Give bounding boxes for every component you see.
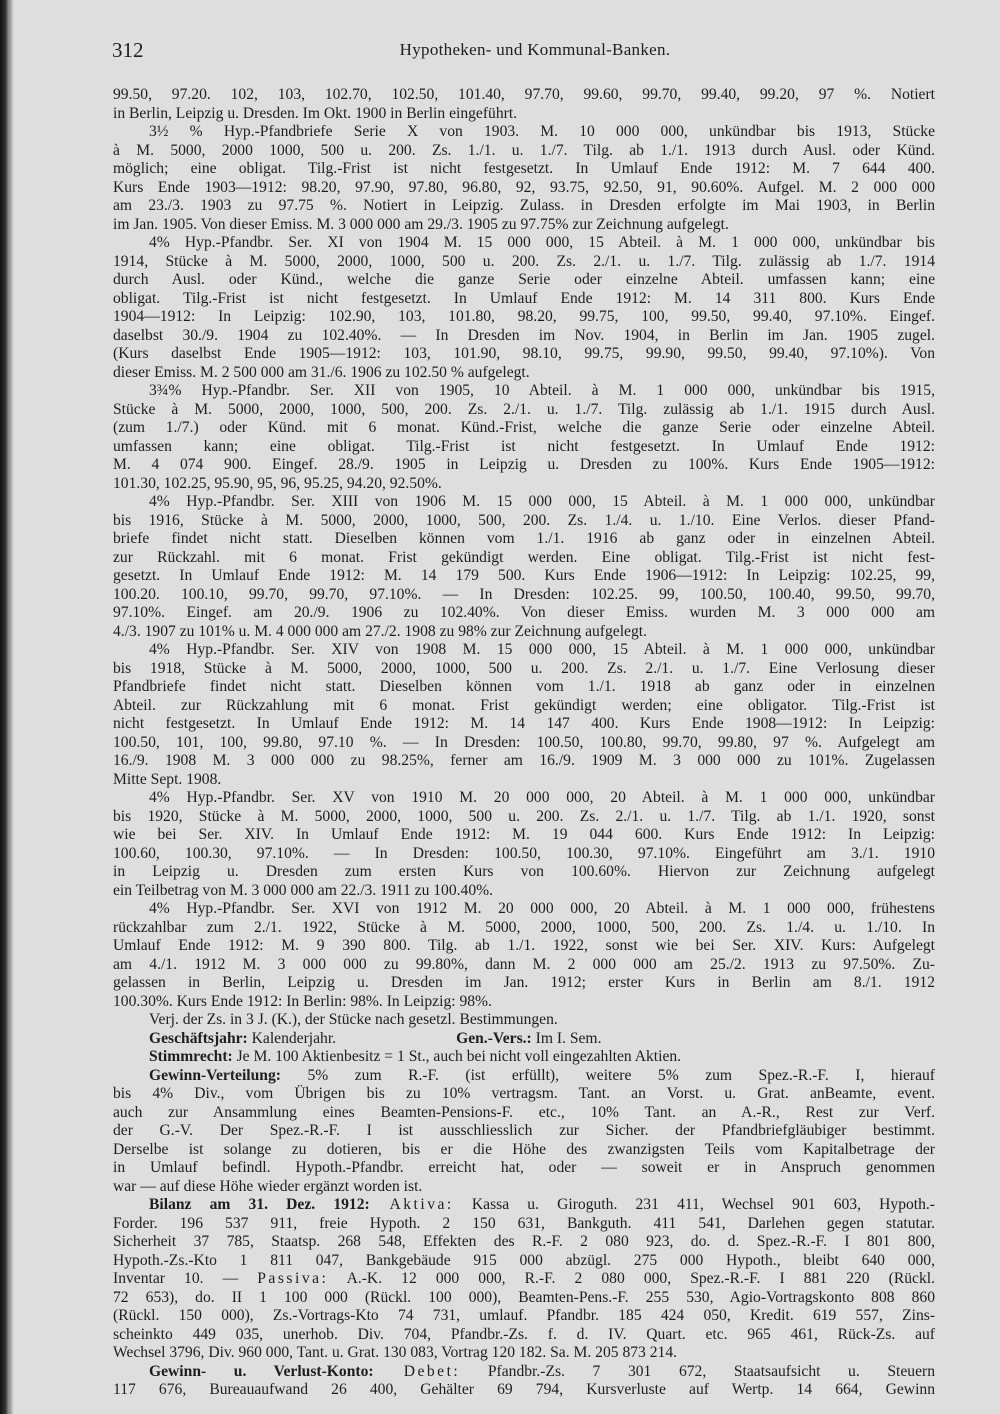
section-heading: Bilanz am 31. Dez. 1912: [149,1196,370,1213]
text-line: in Leipzig u. Dresden zum ersten Kurs von 100.60%. Hiervon zur Zeichnung aufgelegt [113,863,935,880]
text-line [113,1030,935,1049]
text-line: möglich; eine obligat. Tilg.-Frist ist nicht festgesetzt. In Umlauf Ende 1912: M. 7 644 400. [113,160,935,177]
text-line: Umlauf Ende 1912: M. 9 390 800. Tilg. ab 1./1. 1922, sonst wie bei Ser. XIV. Kurs: Aufgelegt [113,937,935,954]
text-line: zur Rückzahl. mit 6 monat. Frist gekündigt werden. Eine obligat. Tilg.-Frist ist nicht fest- [113,548,935,566]
text-line: bis 4% Div., vom Übrigen bis zu 10% vertragsm. Tant. an Vorst. u. Grat. anBeamte, event. [113,1085,935,1102]
text-line: Forder. 196 537 911, freie Hypoth. 2 150 631, Bankguth. 411 541, Darlehen gegen statutar. [113,1214,935,1232]
text-line: rückzahlbar zum 2./1. 1922, Stücke à M. 5000, 2000, 1000, 500, 200. Zs. 1./4. u. 1./10. In [113,918,935,936]
text-line: Pfandbriefe findet nicht statt. Dieselben können vom 1./1. 1918 ab ganz oder in einzelnen [113,678,935,695]
text-line [113,1363,935,1382]
text-line [113,1067,935,1086]
text-line: in Berlin, Leipzig u. Dresden. Im Okt. 1900 in Berlin eingeführt. [113,104,518,122]
para-serie-xiii [113,493,935,641]
text-line: Verj. der Zs. in 3 J. (K.), der Stücke nach gesetzl. Bestimmungen. [149,1011,558,1028]
text-line: (zum 1./7.) oder Künd. mit 6 monat. Künd.-Frist, welche die ganze Serie oder einzelne Abteil. [113,419,935,436]
text-line: 100.30%. Kurs Ende 1912: In Berlin: 98%. In Leipzig: 98%. [113,992,492,1010]
text-line: ein Teilbetrag von M. 3 000 000 am 22./3. 1911 zu 100.40%. [113,881,494,899]
running-title: Hypotheken- und Kommunal-Banken. [399,40,671,59]
text-run: Inventar 10. — [113,1270,258,1287]
para-bilanz [113,1196,935,1363]
para-gewinn-verlust [113,1363,935,1400]
para-serie-xvi [113,900,935,1011]
text-line: Mitte Sept. 1908. [113,770,222,788]
text-line: bis 1916, Stücke à M. 5000, 2000, 1000, 500, 200. Zs. 1./4. u. 1./10. Eine Verlos. dieser Pfand- [113,511,935,529]
text-line: obligat. Tilg.-Frist ist nicht festgesetzt. In Umlauf Ende 1912: M. 14 311 800. Kurs Ende [113,289,935,307]
text-line: der G.-V. Der Spez.-R.-F. I ist ausschliesslich zur Sicher. der Pfandbriefgläubiger bestimmt. [113,1122,935,1139]
text-line: in Umlauf befindl. Hypoth.-Pfandbr. erreicht hat, oder — soweit er in Anspruch genommen [113,1159,935,1176]
text-line: Sicherheit 37 785, Staatsp. 268 548, Effekten des R.-F. 2 080 923, do. d. Spez.-R.-F. I 801 800, [113,1233,935,1250]
text-line: 101.30, 102.25, 95.90, 95, 96, 95.25, 94.20, 92.50%. [113,474,442,492]
text-line: bis 1918, Stücke à M. 5000, 2000, 1000, 500 u. 200. Zs. 2./1. u. 1./7. Eine Verlosung dieser [113,659,935,677]
text-line: 1914, Stücke à M. 5000, 2000, 1000, 500 u. 200. Zs. 2./1. u. 1./7. Tilg. zulässig ab 1./7. 1914 [113,252,935,270]
para-verjaehrung [113,1011,935,1030]
page-number: 312 [112,38,144,62]
text-run: Kalenderjahr. [247,1029,337,1047]
text-run: Im I. Sem. [531,1029,602,1047]
text-line: 4% Hyp.-Pfandbr. Ser. XVI von 1912 M. 20 000 000, 20 Abteil. à M. 1 000 000, frühestens [149,900,935,917]
section-heading: Stimmrecht: [149,1048,233,1065]
text-line: war — auf diese Höhe wieder ergänzt worden ist. [113,1177,423,1195]
para-geschaeftsjahr [113,1030,935,1049]
text-line: 3½ % Hyp.-Pfandbriefe Serie X von 1903. M. 10 000 000, unkündbar bis 1913, Stücke [149,123,935,140]
para-serie-xi [113,234,935,382]
para-kurs-cont [113,86,935,123]
text-run: Kassa u. Giroguth. 231 411, Wechsel 901 603, Hypoth.- [453,1196,936,1213]
text-line: Stücke à M. 5000, 2000, 1000, 500, 200. Zs. 2./1. u. 1./7. Tilg. zulässig ab 1./1. 1915 durch Ausl. [113,400,935,418]
text-line: 117 676, Bureauaufwand 26 400, Gehälter 69 794, Kursverluste auf Wertp. 14 664, Gewinn [113,1381,935,1398]
section-heading: Geschäftsjahr: [149,1029,248,1047]
text-line: 4% Hyp.-Pfandbr. Ser. XIII von 1906 M. 15 000 000, 15 Abteil. à M. 1 000 000, unkündbar [149,493,935,510]
para-serie-xii [113,382,935,493]
text-line: dieser Emiss. M. 2 500 000 am 31./6. 1906 zu 102.50 % aufgelegt. [113,363,530,381]
scan-edge [0,0,9,1414]
text-line [113,1196,935,1215]
text-line: gesetzt. In Umlauf Ende 1912: M. 14 179 500. Kurs Ende 1906—1912: In Leipzig: 102.25, 99, [113,567,935,584]
text-line: daselbst 30./9. 1904 zu 102.40%. — In Dresden im Nov. 1904, in Berlin im Jan. 1905 zugel. [113,326,935,344]
text-line: 16./9. 1908 M. 3 000 000 zu 98.25%, ferner am 16./9. 1909 M. 3 000 000 zu 101%. Zugelassen [113,752,935,769]
text-line: wie bei Ser. XIV. In Umlauf Ende 1912: M. 19 044 600. Kurs Ende 1912: In Leipzig: [113,826,935,843]
text-line: 97.10%. Eingef. am 20./9. 1906 zu 102.40%. Von dieser Emiss. wurden M. 3 000 000 am [113,604,935,621]
text-line: nicht festgesetzt. In Umlauf Ende 1912: M. 14 147 400. Kurs Ende 1908—1912: In Leipzig: [113,715,935,732]
text-line: scheinkto 449 035, unerhob. Div. 704, Pfandbr.-Zs. f. d. IV. Quart. etc. 965 461, Rück-Zs. auf [113,1325,935,1343]
text-line: 99.50, 97.20. 102, 103, 102.70, 102.50, 101.40, 97.70, 99.60, 99.70, 99.40, 99.20, 97 %. Notiert [113,86,935,103]
text-line: 72 653), do. II 1 100 000 (Rückl. 100 000), Beamten-Pens.-F. 255 530, Agio-Vortragskonto 808 860 [113,1288,935,1306]
text-line: Abteil. zur Rückzahlung mit 6 monat. Frist gekündigt werden; eine obligator. Tilg.-Frist ist [113,696,935,714]
text-run: Pfandbr.-Zs. 7 301 672, Staatsaufsicht u. Steuern [460,1362,935,1380]
text-line: 4% Hyp.-Pfandbr. Ser. XIV von 1908 M. 15 000 000, 15 Abteil. à M. 1 000 000, unkündbar [149,641,935,658]
text-line: am 4./1. 1912 M. 3 000 000 zu 99.80%, dann M. 2 000 000 am 25./2. 1913 zu 97.50%. Zu- [113,955,935,973]
para-serie-x [113,123,935,234]
text-line [113,1048,935,1067]
text-line: Hypoth.-Zs.-Kto 1 811 047, Bankgebäude 915 000 abzügl. 275 000 Hypoth., bleibt 640 000, [113,1251,935,1269]
spaced-label: Debet: [373,1362,461,1380]
text-line: 3¾% Hyp.-Pfandbr. Ser. XII von 1905, 10 Abteil. à M. 1 000 000, unkündbar bis 1915, [149,382,935,399]
text-line: 4% Hyp.-Pfandbr. Ser. XI von 1904 M. 15 000 000, 15 Abteil. à M. 1 000 000, unkündbar bis [149,234,935,251]
text-line: 100.60, 100.30, 97.10%. — In Dresden: 100.50, 100.30, 97.10%. Eingeführt am 3./1. 1910 [113,844,935,862]
text-line: gelassen in Berlin, Leipzig u. Dresden im Jan. 1912; erster Kurs in Berlin am 8./1. 1912 [113,974,935,991]
text-line: umfassen kann; eine obligat. Tilg.-Frist ist nicht festgesetzt. In Umlauf Ende 1912: [113,437,935,455]
text-run: Je M. 100 Aktienbesitz = 1 St., auch bei nicht voll eingezahlten Aktien. [232,1048,682,1065]
text-line: auch zur Ansammlung eines Beamten-Pensions-F. etc., 10% Tant. an A.-R., Rest zur Verf. [113,1103,935,1121]
section-heading: Gewinn-Verteilung: [149,1066,281,1084]
text-line: 4./3. 1907 zu 101% u. M. 4 000 000 am 27./2. 1908 zu 98% zur Zeichnung aufgelegt. [113,622,647,640]
text-line: M. 4 074 900. Eingef. 28./9. 1905 in Leipzig u. Dresden zu 100%. Kurs Ende 1905—1912: [113,456,935,473]
text-line: 100.20. 100.10, 99.70, 99.70, 97.10%. — In Dresden: 102.25. 99, 100.50, 100.40, 99.50, 99.70, [113,585,935,603]
text-line: im Jan. 1905. Von dieser Emiss. M. 3 000 000 am 29./3. 1905 zu 97.75% zur Zeichnung aufgelegt. [113,215,729,233]
scan-edge-shadow [9,0,14,1414]
text-line: durch Ausl. oder Künd., welche die ganze Serie oder einzelne Abteil. umfassen kann; eine [113,271,935,288]
text-line: am 23./3. 1903 zu 97.75 %. Notiert in Leipzig. Zulass. in Dresden erfolgte im Mai 1903, in Berlin [113,197,935,214]
text-line: briefe findet nicht statt. Dieselben können vom 1./1. 1916 ab ganz oder in einzelnen Abteil. [113,530,935,547]
text-line: Kurs Ende 1903—1912: 98.20, 97.90, 97.80, 96.80, 92, 93.75, 92.50, 91, 90.60%. Aufgel. M. 2 000 000 [113,178,935,196]
text-line: Derselbe ist solange zu dotieren, bis er die Höhe des zwanzigsten Teils vom Kapitalbetrage der [113,1140,935,1158]
section-heading: Gen.-Vers.: [456,1029,532,1047]
text-line: (Kurs daselbst Ende 1905—1912: 103, 101.90, 98.10, 99.75, 99.90, 99.50, 99.40, 97.10%). Von [113,345,935,362]
text-run: A.-K. 12 000 000, R.-F. 2 080 000, Spez.-R.-F. I 881 220 (Rückl. [328,1270,935,1287]
text-line: Wechsel 3796, Div. 960 000, Tant. u. Grat. 130 083, Vortrag 120 182. Sa. M. 205 873 214. [113,1344,678,1361]
page-body [113,86,935,1400]
text-line: 100.50, 101, 100, 99.80, 97.10 %. — In Dresden: 100.50, 100.80, 99.70, 99.80, 97 %. Aufgelegt am [113,733,935,751]
spaced-label: Passiva: [257,1270,329,1287]
para-gewinn-verteilung [113,1067,935,1197]
section-heading: Gewinn- u. Verlust-Konto: [149,1362,374,1380]
para-stimmrecht [113,1048,935,1067]
spaced-label: Aktiva: [369,1196,454,1213]
text-line: bis 1920, Stücke à M. 5000, 2000, 1000, 500 u. 200. Zs. 2./1. u. 1./7. Tilg. ab 1./1. 1920, sonst [113,807,935,825]
para-serie-xiv [113,641,935,789]
text-line: 4% Hyp.-Pfandbr. Ser. XV von 1910 M. 20 000 000, 20 Abteil. à M. 1 000 000, unkündbar [149,789,935,806]
text-run: 5% zum R.-F. (ist erfüllt), weitere 5% zum Spez.-R.-F. I, hierauf [280,1066,935,1084]
para-serie-xv [113,789,935,900]
text-line: (Rückl. 150 000), Zs.-Vortrags-Kto 74 731, umlauf. Pfandbr. 185 424 050, Kredit. 619 557, Zins- [113,1307,935,1324]
text-line: à M. 5000, 2000 1000, 500 u. 200. Zs. 1./1. u. 1./7. Tilg. ab 1./1. 1913 durch Ausl. oder Künd. [113,141,935,159]
text-line: 1904—1912: In Leipzig: 102.90, 103, 101.80, 98.20, 99.75, 100, 99.50, 99.40, 97.10%. Eingef. [113,308,935,325]
text-line [113,1270,935,1289]
